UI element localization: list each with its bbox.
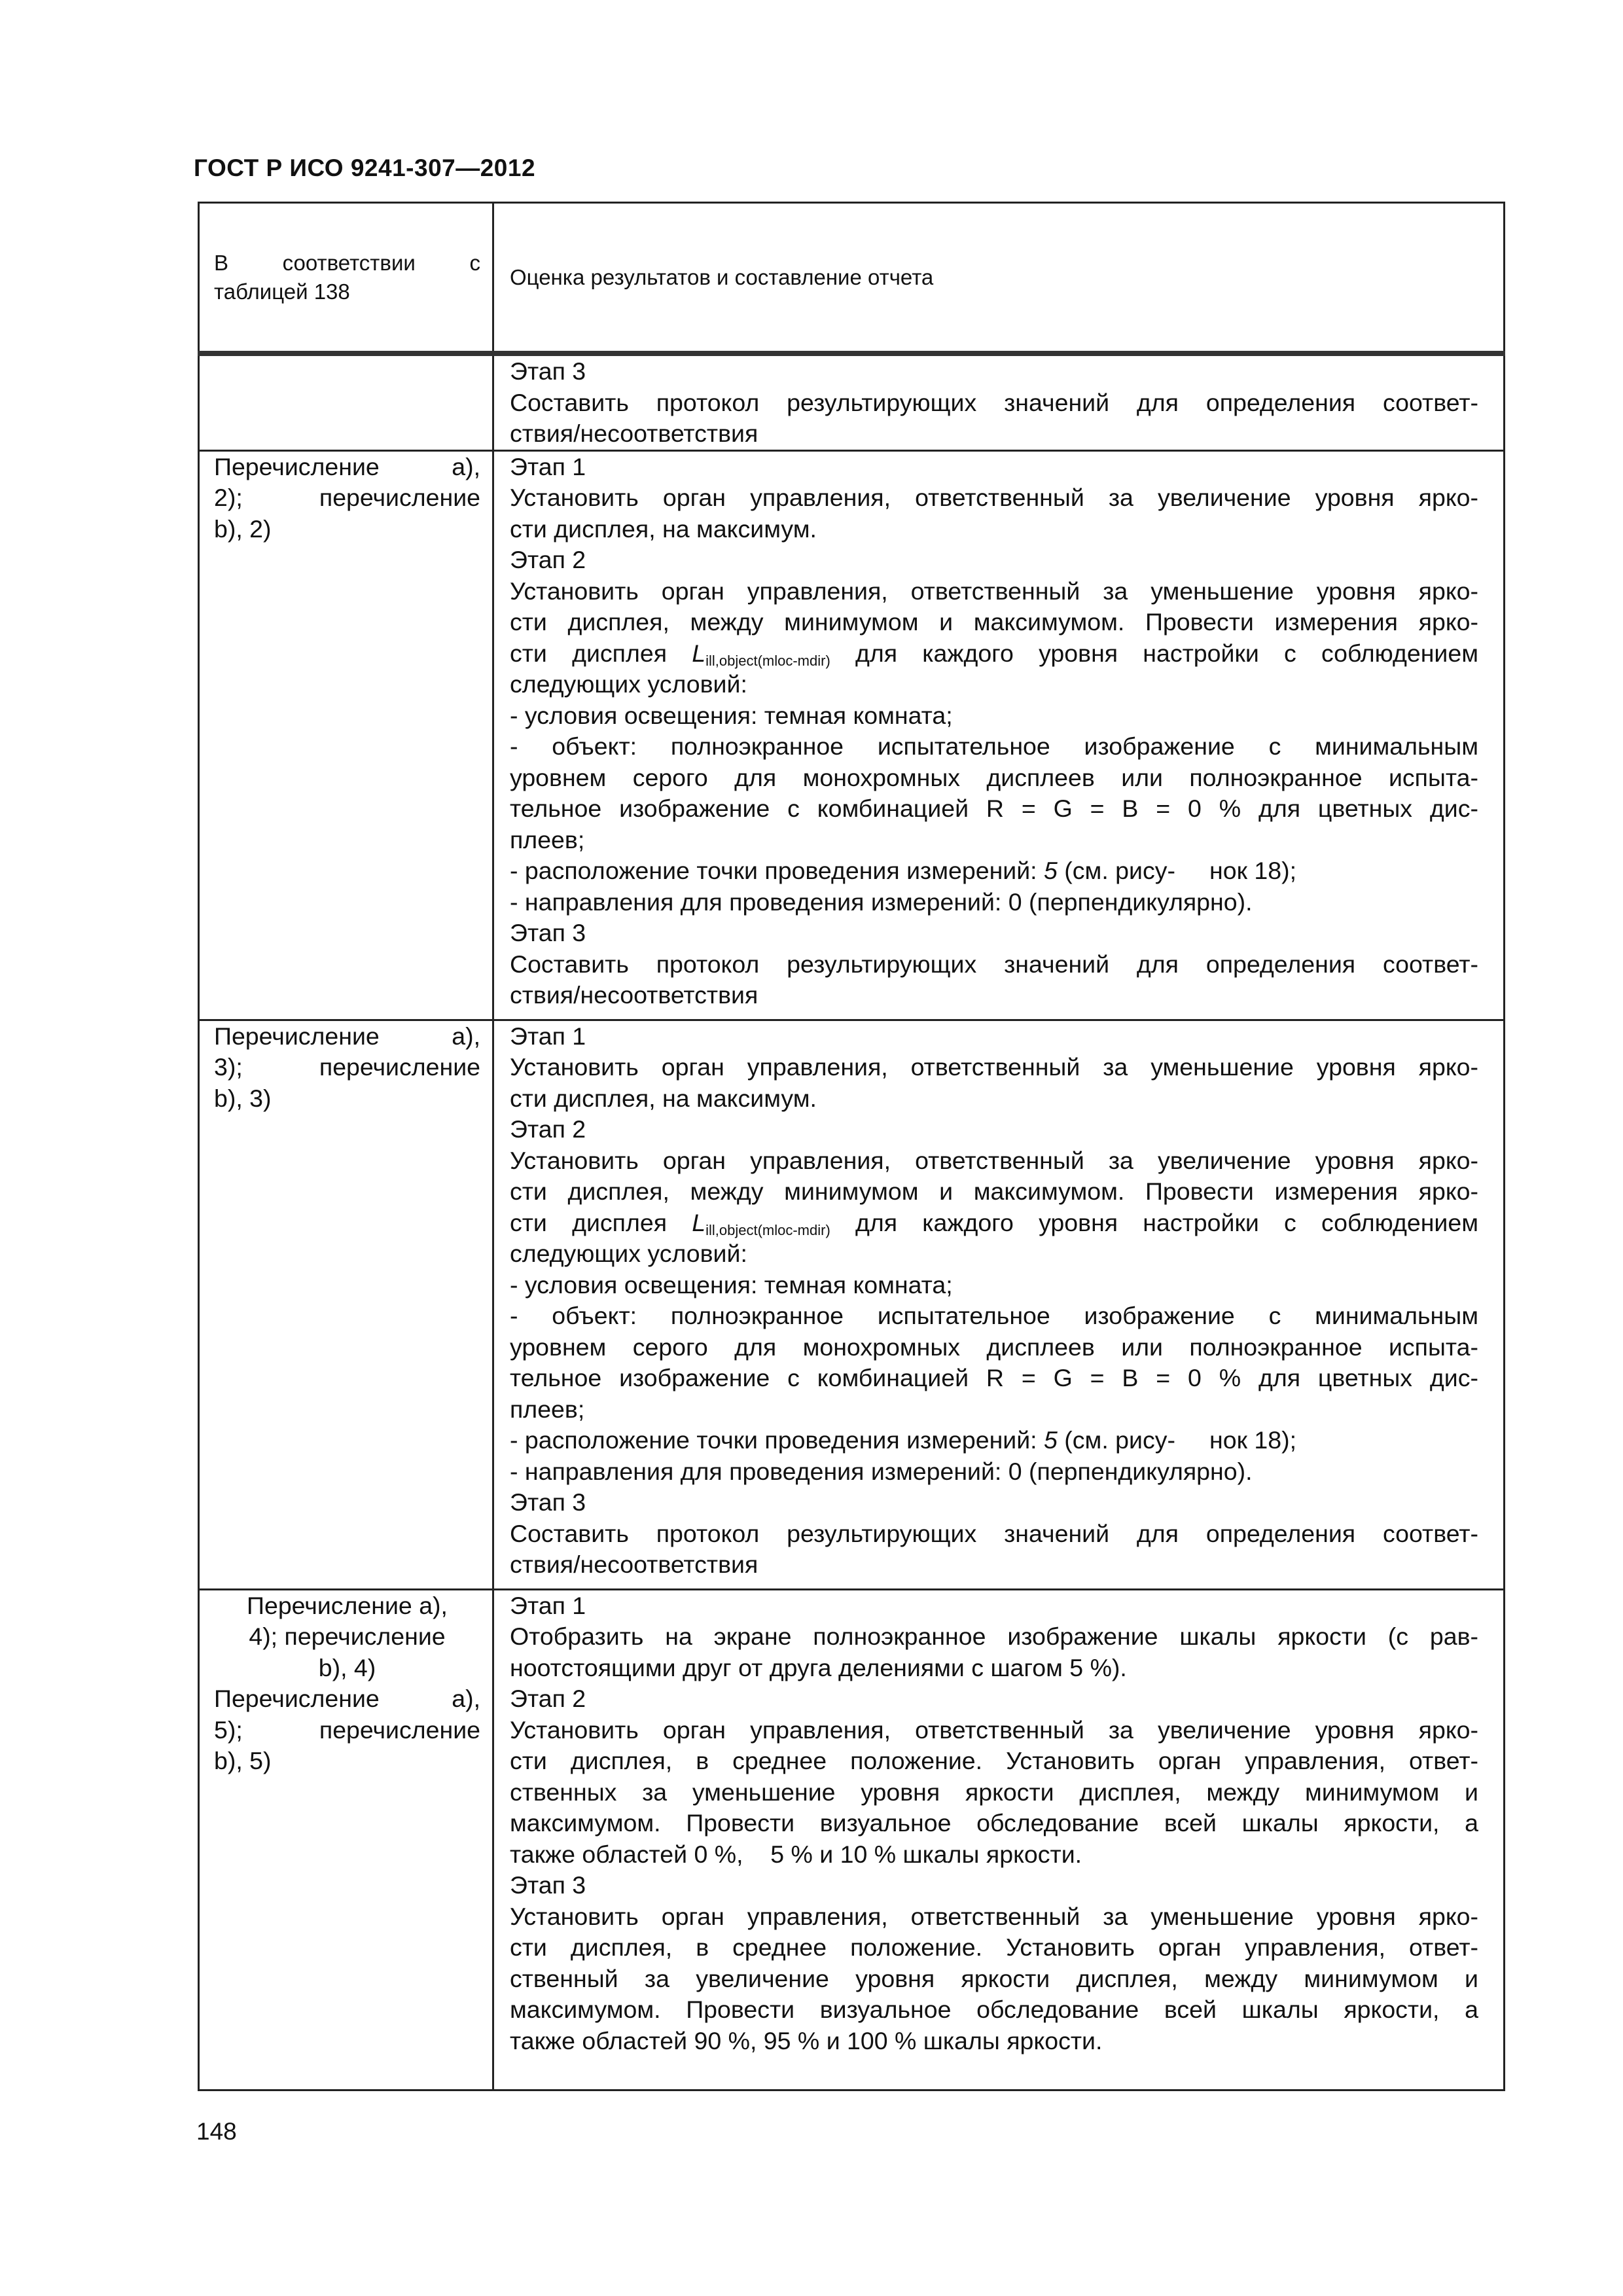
row-reference-cell bbox=[199, 450, 493, 1020]
luminance-subscript: ill,object(mloc-mdir) bbox=[705, 652, 830, 669]
text-line: Установить орган управления, ответственный за уменьшение уровня ярко- bbox=[510, 1053, 1478, 1081]
row-procedure-cell bbox=[493, 450, 1505, 1020]
reference-line: Перечисление а), bbox=[214, 1685, 480, 1712]
luminance-symbol: L bbox=[692, 639, 706, 667]
luminance-subscript: ill,object(mloc-mdir) bbox=[705, 1221, 830, 1238]
text-line: Составить протокол результирующих значений для определения соответ- bbox=[510, 1519, 1478, 1547]
text-line: сти дисплея, в среднее положение. Установить орган управления, ответ- bbox=[510, 1747, 1478, 1774]
text-line: Установить орган управления, ответственный за увеличение уровня ярко- bbox=[510, 1715, 1478, 1744]
text-fragment: для каждого уровня настройки с соблюдением bbox=[855, 639, 1478, 667]
reference-line: 5); перечисление bbox=[214, 1715, 480, 1744]
point-number: 5 bbox=[1044, 857, 1058, 884]
stage-heading: Этап 2 bbox=[510, 1685, 586, 1712]
text-line: Установить орган управления, ответственный за уменьшение уровня ярко- bbox=[510, 1902, 1478, 1930]
reference-line: 3); перечисление bbox=[214, 1053, 480, 1081]
text-line: ствия/несоответствия bbox=[510, 1551, 758, 1578]
text-line bbox=[510, 638, 1478, 670]
stage-heading: Этап 1 bbox=[510, 1022, 586, 1050]
reference-line: 2); перечисление bbox=[214, 484, 480, 511]
text-line: ствия/несоответствия bbox=[510, 981, 758, 1009]
reference-line: b), 2) bbox=[214, 514, 272, 543]
text-line: ственный за увеличение уровня яркости дисплея, между минимумом и bbox=[510, 1964, 1478, 1992]
text-line: сти дисплея, на максимум. bbox=[510, 1084, 817, 1112]
text-line: ствия/несоответствия bbox=[510, 420, 758, 447]
text-line: следующих условий: bbox=[510, 1240, 747, 1267]
text-line: - объект: полноэкранное испытательное изображение с минимальным bbox=[510, 732, 1478, 760]
reference-line: Перечисление а), bbox=[214, 452, 480, 480]
reference-line: b), 5) bbox=[214, 1747, 272, 1774]
row-reference-cell bbox=[199, 1589, 493, 2090]
text-line: уровнем серого для монохромных дисплеев или полноэкранное испыта- bbox=[510, 763, 1478, 791]
text-line: также областей 0 %, 5 % и 10 % шкалы яркости. bbox=[510, 1840, 1082, 1868]
text-line: Составить протокол результирующих значений для определения соответ- bbox=[510, 388, 1478, 416]
header-cell-reference: В соответствии с таблицей 138 bbox=[199, 203, 493, 354]
text-line: Установить орган управления, ответственный за увеличение уровня ярко- bbox=[510, 484, 1478, 511]
text-line: - объект: полноэкранное испытательное изображение с минимальным bbox=[510, 1302, 1478, 1329]
text-fragment: - расположение точки проведения измерений: bbox=[510, 1426, 1037, 1454]
table-row bbox=[199, 1589, 1505, 2090]
document-header: ГОСТ Р ИСО 9241-307—2012 bbox=[194, 154, 536, 181]
text-fragment: сти дисплея bbox=[510, 1208, 668, 1236]
text-line: также областей 90 %, 95 % и 100 % шкалы яркости. bbox=[510, 2026, 1103, 2054]
stage-heading: Этап 3 bbox=[510, 1871, 586, 1899]
reference-line: Перечисление а), bbox=[214, 1022, 480, 1050]
requirements-table bbox=[198, 202, 1505, 2091]
text-line: тельное изображение с комбинацией R = G = B = 0 % для цветных дис- bbox=[510, 1364, 1478, 1391]
stage-heading: Этап 3 bbox=[510, 357, 586, 385]
row-procedure-cell bbox=[493, 1020, 1505, 1589]
text-line: - условия освещения: темная комната; bbox=[510, 1270, 953, 1299]
stage-heading: Этап 2 bbox=[510, 1115, 586, 1143]
stage-heading: Этап 3 bbox=[510, 919, 586, 946]
row-reference-cell bbox=[199, 353, 493, 450]
text-line: тельное изображение с комбинацией R = G = B = 0 % для цветных дис- bbox=[510, 795, 1478, 822]
reference-line: 4); перечисление bbox=[249, 1623, 446, 1650]
reference-line: Перечисление а), bbox=[247, 1591, 448, 1619]
stage-heading: Этап 1 bbox=[510, 452, 586, 480]
stage-heading: Этап 1 bbox=[510, 1591, 586, 1619]
table-row bbox=[199, 1020, 1505, 1589]
text-line: Отобразить на экране полноэкранное изображение шкалы яркости (с рав- bbox=[510, 1623, 1478, 1650]
page-number: 148 bbox=[196, 2118, 237, 2145]
row-reference-cell bbox=[199, 1020, 493, 1589]
text-line: сти дисплея, между минимумом и максимумом. Провести измерения ярко- bbox=[510, 608, 1478, 636]
text-fragment: (см. рису- нок 18); bbox=[1064, 857, 1297, 884]
luminance-symbol: L bbox=[692, 1208, 706, 1236]
text-line: сти дисплея, на максимум. bbox=[510, 514, 817, 543]
text-line bbox=[510, 1425, 1478, 1456]
text-line: максимумом. Провести визуальное обследование всей шкалы яркости, а bbox=[510, 1996, 1478, 2023]
table-header-row bbox=[199, 203, 1505, 354]
text-line bbox=[510, 1208, 1478, 1239]
text-line: максимумом. Провести визуальное обследование всей шкалы яркости, а bbox=[510, 1809, 1478, 1837]
text-line: сти дисплея, между минимумом и максимумом. Провести измерения ярко- bbox=[510, 1177, 1478, 1205]
text-line: - направления для проведения измерений: 0 (перпендикулярно). bbox=[510, 888, 1253, 916]
reference-line: b), 4) bbox=[318, 1653, 376, 1681]
header-cell-evaluation: Оценка результатов и составление отчета bbox=[493, 203, 1505, 354]
text-line: Составить протокол результирующих значений для определения соответ- bbox=[510, 950, 1478, 978]
table-row bbox=[199, 353, 1505, 450]
text-line: Установить орган управления, ответственный за уменьшение уровня ярко- bbox=[510, 577, 1478, 605]
text-line bbox=[510, 855, 1478, 887]
text-line: Установить орган управления, ответственный за увеличение уровня ярко- bbox=[510, 1146, 1478, 1174]
text-line: уровнем серого для монохромных дисплеев или полноэкранное испыта- bbox=[510, 1333, 1478, 1361]
stage-heading: Этап 3 bbox=[510, 1488, 586, 1516]
text-line: плеев; bbox=[510, 1395, 585, 1423]
text-line: плеев; bbox=[510, 825, 585, 853]
reference-line: b), 3) bbox=[214, 1084, 272, 1112]
text-line: ственных за уменьшение уровня яркости дисплея, между минимумом и bbox=[510, 1778, 1478, 1806]
table-row bbox=[199, 450, 1505, 1020]
stage-heading: Этап 2 bbox=[510, 546, 586, 573]
text-fragment: (см. рису- нок 18); bbox=[1064, 1426, 1297, 1454]
text-line: следующих условий: bbox=[510, 670, 747, 698]
text-fragment: - расположение точки проведения измерений: bbox=[510, 857, 1037, 884]
text-line: - условия освещения: темная комната; bbox=[510, 701, 953, 729]
row-procedure-cell bbox=[493, 353, 1505, 450]
text-line: ноотстоящими друг от друга делениями с шагом 5 %). bbox=[510, 1653, 1127, 1681]
point-number: 5 bbox=[1044, 1426, 1058, 1454]
text-fragment: сти дисплея bbox=[510, 639, 668, 667]
text-line: сти дисплея, в среднее положение. Установить орган управления, ответ- bbox=[510, 1933, 1478, 1961]
text-line: - направления для проведения измерений: 0 (перпендикулярно). bbox=[510, 1457, 1253, 1485]
row-procedure-cell bbox=[493, 1589, 1505, 2090]
text-fragment: для каждого уровня настройки с соблюдением bbox=[855, 1208, 1478, 1236]
